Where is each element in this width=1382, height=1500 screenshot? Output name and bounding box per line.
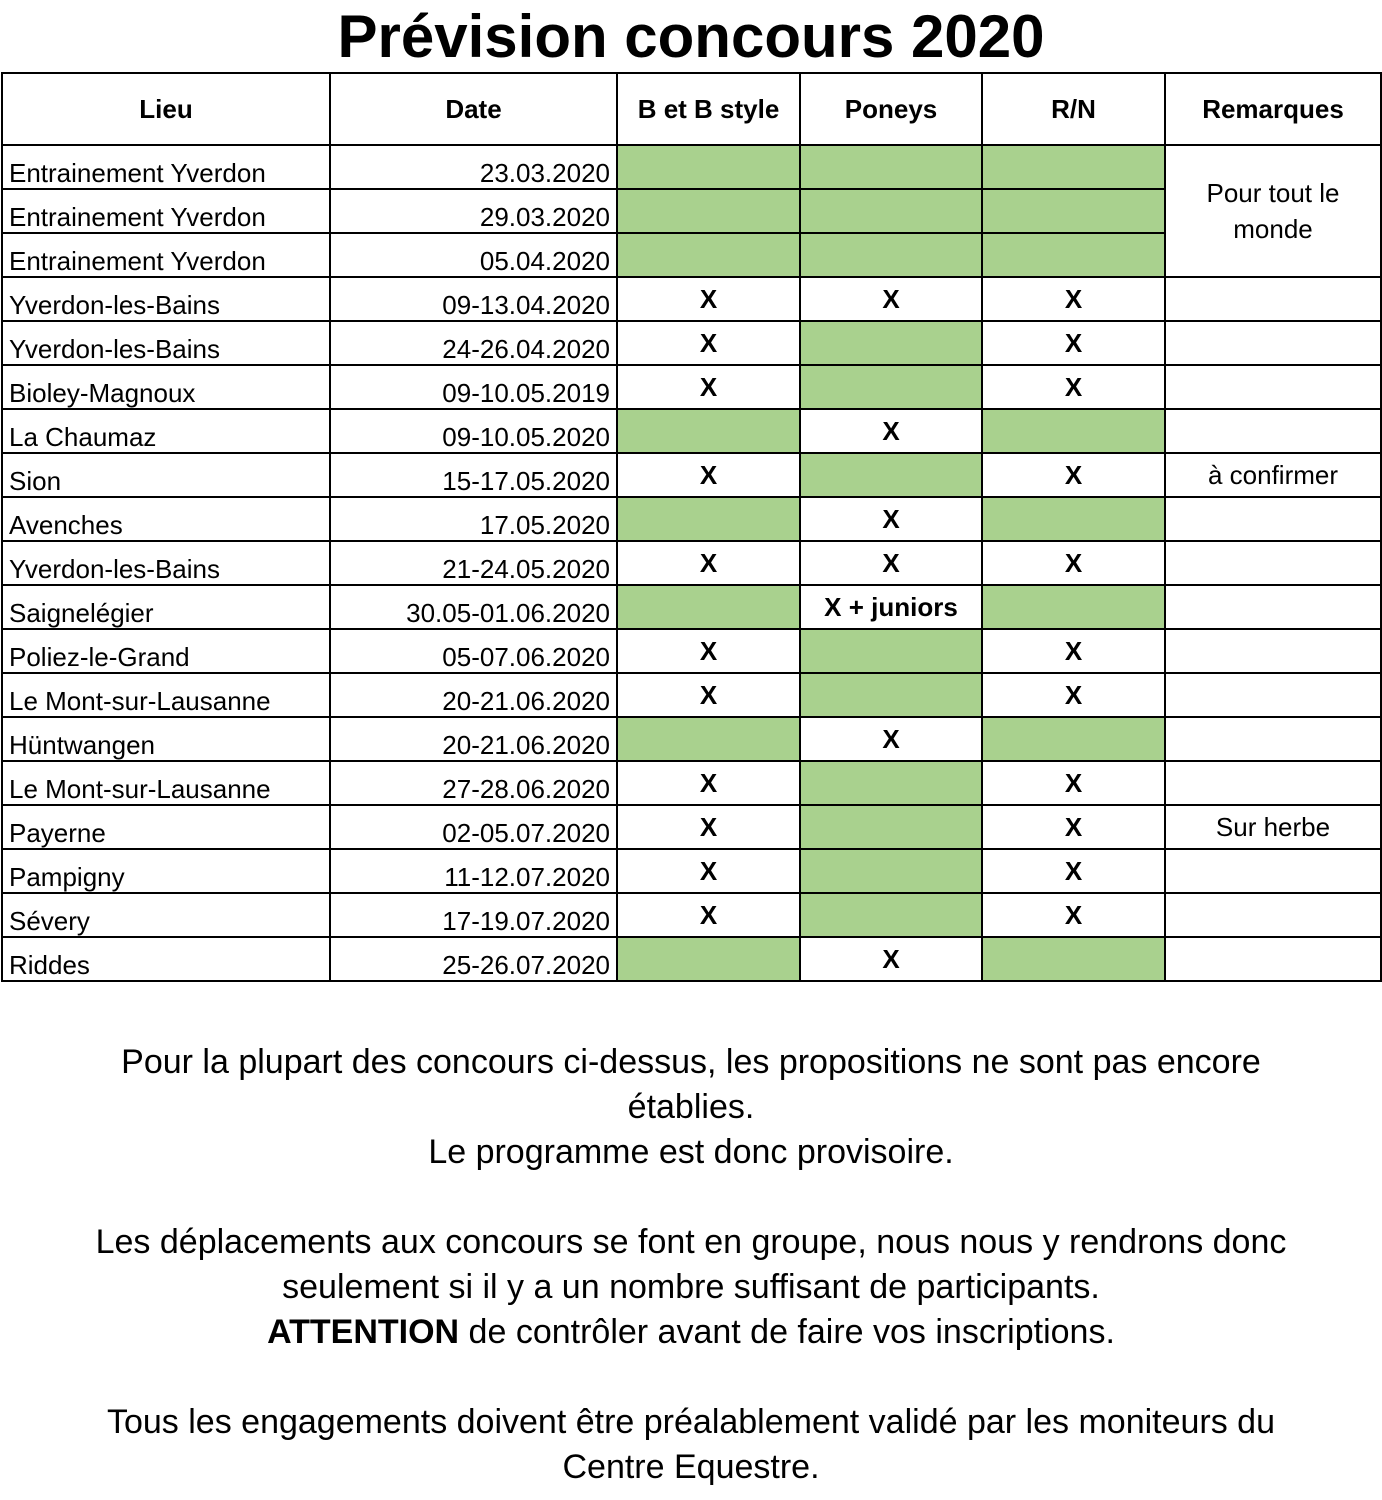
note-line: Les déplacements aux concours se font en groupe, nous nous y rendrons donc (95, 1223, 1287, 1261)
note-line: Tous les engagements doivent être préalablement validé par les moniteurs du (106, 1403, 1276, 1441)
cell-date: 21-24.05.2020 (330, 541, 617, 585)
cell-bb: X (617, 761, 800, 805)
header-remarques: Remarques (1165, 73, 1381, 145)
cell-date: 24-26.04.2020 (330, 321, 617, 365)
cell-remarque (1165, 673, 1381, 717)
header-bb-style: B et B style (617, 73, 800, 145)
cell-lieu: Poliez-le-Grand (2, 629, 330, 673)
cell-bb: X (617, 629, 800, 673)
cell-bb: X (617, 277, 800, 321)
cell-date: 17.05.2020 (330, 497, 617, 541)
table-row (2, 629, 1381, 673)
cell-rn: X (982, 893, 1165, 937)
notes-section (0, 1040, 1382, 1490)
note-line: établies. (627, 1088, 755, 1126)
cell-rn (982, 717, 1165, 761)
cell-date: 05.04.2020 (330, 233, 617, 277)
table-row (2, 893, 1381, 937)
remark-line: monde (1233, 214, 1313, 244)
table-row (2, 497, 1381, 541)
cell-remarque (1165, 541, 1381, 585)
cell-lieu: Entrainement Yverdon (2, 145, 330, 189)
cell-remarque (1165, 849, 1381, 893)
cell-lieu: Yverdon-les-Bains (2, 321, 330, 365)
table-row (2, 585, 1381, 629)
table-row (2, 365, 1381, 409)
cell-remarque: à confirmer (1165, 453, 1381, 497)
cell-date: 29.03.2020 (330, 189, 617, 233)
cell-remarque-merged (1165, 145, 1381, 277)
cell-remarque (1165, 937, 1381, 981)
cell-poneys: X + juniors (800, 585, 982, 629)
attention-label: ATTENTION (267, 1313, 460, 1351)
table-row (2, 541, 1381, 585)
competition-table (1, 72, 1382, 982)
cell-bb (617, 717, 800, 761)
cell-lieu: Yverdon-les-Bains (2, 277, 330, 321)
table-row (2, 409, 1381, 453)
cell-date: 25-26.07.2020 (330, 937, 617, 981)
cell-lieu: Avenches (2, 497, 330, 541)
cell-poneys (800, 761, 982, 805)
cell-lieu: Yverdon-les-Bains (2, 541, 330, 585)
cell-poneys: X (800, 717, 982, 761)
cell-rn (982, 233, 1165, 277)
cell-poneys (800, 321, 982, 365)
cell-lieu: Sion (2, 453, 330, 497)
cell-rn (982, 409, 1165, 453)
cell-date: 11-12.07.2020 (330, 849, 617, 893)
attention-text: de contrôler avant de faire vos inscriptions. (459, 1313, 1115, 1351)
cell-bb: X (617, 541, 800, 585)
cell-bb: X (617, 453, 800, 497)
cell-date: 17-19.07.2020 (330, 893, 617, 937)
cell-bb (617, 497, 800, 541)
cell-poneys (800, 673, 982, 717)
cell-poneys: X (800, 277, 982, 321)
remark-line: Pour tout le (1206, 178, 1340, 208)
table-row (2, 717, 1381, 761)
cell-remarque (1165, 893, 1381, 937)
cell-poneys (800, 365, 982, 409)
cell-lieu: Bioley-Magnoux (2, 365, 330, 409)
cell-date: 23.03.2020 (330, 145, 617, 189)
cell-remarque (1165, 585, 1381, 629)
cell-bb (617, 145, 800, 189)
cell-date: 02-05.07.2020 (330, 805, 617, 849)
cell-poneys: X (800, 409, 982, 453)
page-title: Prévision concours 2020 (337, 3, 1045, 70)
cell-poneys (800, 629, 982, 673)
cell-poneys (800, 233, 982, 277)
cell-date: 15-17.05.2020 (330, 453, 617, 497)
cell-poneys: X (800, 497, 982, 541)
cell-bb (617, 937, 800, 981)
cell-rn: X (982, 321, 1165, 365)
cell-remarque (1165, 717, 1381, 761)
cell-bb: X (617, 849, 800, 893)
note-line: Le programme est donc provisoire. (428, 1133, 954, 1171)
cell-lieu: Entrainement Yverdon (2, 189, 330, 233)
header-date: Date (330, 73, 617, 145)
table-row (2, 277, 1381, 321)
cell-bb (617, 189, 800, 233)
cell-lieu: Saignelégier (2, 585, 330, 629)
table-row (2, 453, 1381, 497)
header-poneys: Poneys (800, 73, 982, 145)
cell-lieu: Le Mont-sur-Lausanne (2, 761, 330, 805)
cell-date: 30.05-01.06.2020 (330, 585, 617, 629)
table-row (2, 321, 1381, 365)
cell-bb: X (617, 673, 800, 717)
cell-remarque (1165, 277, 1381, 321)
cell-date: 27-28.06.2020 (330, 761, 617, 805)
cell-rn: X (982, 673, 1165, 717)
table-row (2, 673, 1381, 717)
cell-lieu: Pampigny (2, 849, 330, 893)
cell-lieu: Payerne (2, 805, 330, 849)
note-line: Centre Equestre. (562, 1448, 820, 1486)
cell-bb (617, 585, 800, 629)
attention-line (0, 1310, 1382, 1355)
cell-remarque (1165, 761, 1381, 805)
cell-date: 09-10.05.2020 (330, 409, 617, 453)
cell-poneys (800, 805, 982, 849)
cell-rn (982, 145, 1165, 189)
cell-rn (982, 585, 1165, 629)
cell-rn: X (982, 541, 1165, 585)
cell-lieu: Sévery (2, 893, 330, 937)
table-row (2, 849, 1381, 893)
cell-poneys: X (800, 541, 982, 585)
table-header-row (2, 73, 1381, 145)
cell-bb: X (617, 321, 800, 365)
cell-remarque (1165, 321, 1381, 365)
cell-poneys (800, 893, 982, 937)
table-row (2, 145, 1381, 189)
cell-remarque (1165, 409, 1381, 453)
cell-poneys (800, 145, 982, 189)
table-row (2, 937, 1381, 981)
cell-lieu: Hüntwangen (2, 717, 330, 761)
cell-poneys (800, 453, 982, 497)
cell-date: 09-13.04.2020 (330, 277, 617, 321)
cell-bb: X (617, 805, 800, 849)
cell-lieu: Entrainement Yverdon (2, 233, 330, 277)
cell-date: 20-21.06.2020 (330, 717, 617, 761)
cell-bb (617, 233, 800, 277)
cell-date: 09-10.05.2019 (330, 365, 617, 409)
table-row (2, 761, 1381, 805)
cell-rn: X (982, 277, 1165, 321)
cell-rn (982, 189, 1165, 233)
cell-remarque (1165, 497, 1381, 541)
cell-rn: X (982, 629, 1165, 673)
cell-rn (982, 937, 1165, 981)
cell-rn: X (982, 761, 1165, 805)
cell-remarque: Sur herbe (1165, 805, 1381, 849)
cell-remarque (1165, 629, 1381, 673)
note-line: seulement si il y a un nombre suffisant de participants. (282, 1268, 1100, 1306)
cell-rn: X (982, 365, 1165, 409)
cell-date: 20-21.06.2020 (330, 673, 617, 717)
cell-poneys (800, 189, 982, 233)
cell-bb (617, 409, 800, 453)
cell-lieu: La Chaumaz (2, 409, 330, 453)
cell-bb: X (617, 893, 800, 937)
cell-rn (982, 497, 1165, 541)
cell-bb: X (617, 365, 800, 409)
table-row (2, 805, 1381, 849)
cell-rn: X (982, 453, 1165, 497)
cell-poneys (800, 849, 982, 893)
note-line: Pour la plupart des concours ci-dessus, les propositions ne sont pas encore (121, 1043, 1261, 1081)
cell-lieu: Le Mont-sur-Lausanne (2, 673, 330, 717)
cell-rn: X (982, 849, 1165, 893)
cell-date: 05-07.06.2020 (330, 629, 617, 673)
cell-poneys: X (800, 937, 982, 981)
header-lieu: Lieu (2, 73, 330, 145)
table-body (2, 145, 1381, 981)
cell-rn: X (982, 805, 1165, 849)
cell-remarque (1165, 365, 1381, 409)
cell-lieu: Riddes (2, 937, 330, 981)
header-rn: R/N (982, 73, 1165, 145)
